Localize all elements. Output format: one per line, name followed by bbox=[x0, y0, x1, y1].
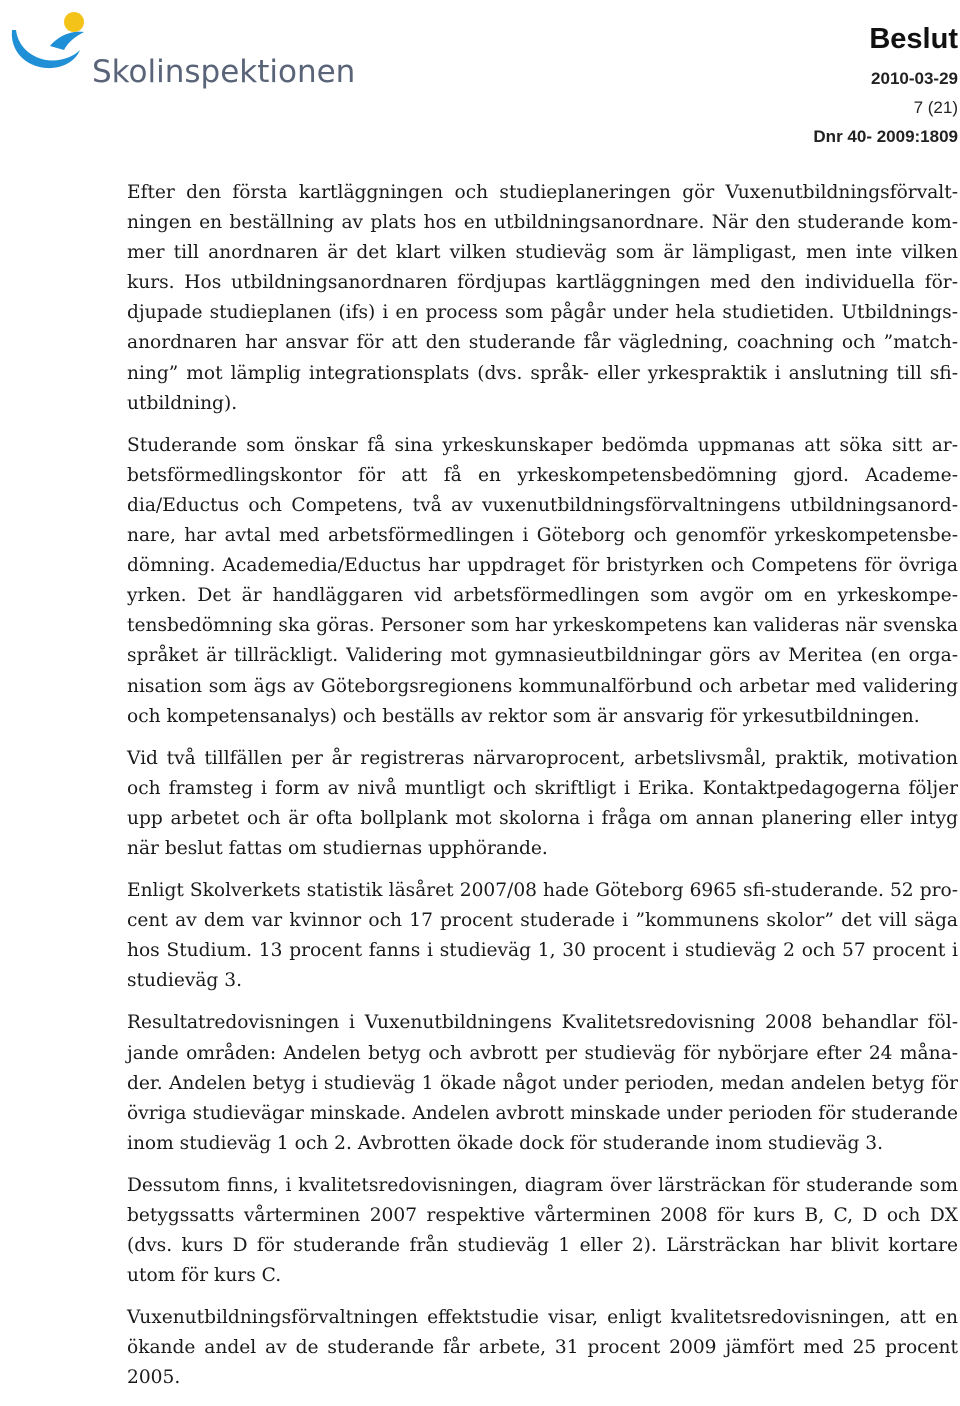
paragraph: Efter den första kartläggningen och studieplaneringen gör Vuxenutbildningsförvaltningen en beställning av plats hos en utbildningsanordnare. När den studerande kommer till anordnaren är det klart vilken studieväg som är lämpligast, men inte vilken kurs. Hos utbildningsanordnaren fördjupas kartläggningen med den individuella fördjupade studieplanen (ifs) i en process som pågår under hela studietiden. Utbildningsanordnaren har ansvar för att den studerande får vägledning, coachning och ”matchning” mot lämplig integrationsplats (dvs. språk- eller yrkespraktik i anslutning till sfiutbildning). bbox=[127, 182, 958, 414]
document-date: 2010-03-29 bbox=[871, 69, 958, 88]
paragraph: Dessutom finns, i kvalitetsredovisningen, diagram över lärsträckan för studerande som betygssatts vårterminen 2007 respektive vårterminen 2008 för kurs B, C, D och DX (dvs. kurs D för studerande från studieväg 1 eller 2). Lärsträckan har blivit kortare utom för kurs C. bbox=[127, 1174, 958, 1287]
paragraph: Studerande som önskar få sina yrkeskunskaper bedömda uppmanas att söka sitt arbetsförmedlingskontor för att få en yrkeskompetensbedömning gjord. Academedia/Eductus och Competens, två av vuxenutbildningsförvaltningens utbildningsanordnare, har avtal med arbetsförmedlingen i Göteborg och genomför yrkeskompetensbedömning. Academedia/Eductus har uppdraget för bristyrken och Competens för övriga yrken. Det är handläggaren vid arbetsförmedlingen som avgör om en yrkeskompetensbedömning ska göras. Personer som har yrkeskompetens kan valideras när svenska språket är tillräckligt. Validering mot gymnasieutbildningar görs av Meritea (en organisation som ägs av Göteborgsregionens kommunalförbund och arbetar med validering och kompetensanalys) och beställs av rektor som är ansvarig för yrkesutbildningen. bbox=[127, 434, 958, 727]
logo-text: Skolinspektionen bbox=[92, 54, 356, 90]
skolinspektionen-logo bbox=[6, 6, 356, 92]
reference-number: Dnr 40- 2009:1809 bbox=[813, 127, 958, 146]
paragraph: Vuxenutbildningsförvaltningen effektstudie visar, enligt kvalitetsredovisningen, att en ökande andel av de studerande får arbete, 31 procent 2009 jämfört med 25 procent 2005. bbox=[127, 1307, 958, 1389]
body-text bbox=[127, 178, 958, 1406]
page-number: 7 (21) bbox=[913, 98, 958, 117]
document-meta bbox=[813, 20, 958, 151]
document-type: Beslut bbox=[869, 23, 958, 55]
paragraph: Enligt Skolverkets statistik läsåret 2007/08 hade Göteborg 6965 sfi-studerande. 52 procent av dem var kvinnor och 17 procent studerade i ”kommunens skolor” det vill säga hos Studium. 13 procent fanns i studieväg 1, 30 procent i studieväg 2 och 57 procent i studieväg 3. bbox=[127, 880, 958, 992]
paragraph: Resultatredovisningen i Vuxenutbildningens Kvalitetsredovisning 2008 behandlar följande områden: Andelen betyg och avbrott per studieväg för nybörjare efter 24 månader. Andelen betyg i studieväg 1 ökade något under perioden, medan andelen betyg för övriga studievägar minskade. Andelen avbrott minskade under perioden för studerande inom studieväg 1 och 2. Avbrotten ökade dock för studerande inom studieväg 3. bbox=[127, 1012, 958, 1154]
paragraph: Vid två tillfällen per år registreras närvaroprocent, arbetslivsmål, praktik, motivation och framsteg i form av nivå muntligt och skriftligt i Erika. Kontaktpedagogerna följer upp arbetet och är ofta bollplank mot skolorna i fråga om annan planering eller intyg när beslut fattas om studiernas upphörande. bbox=[127, 747, 958, 859]
